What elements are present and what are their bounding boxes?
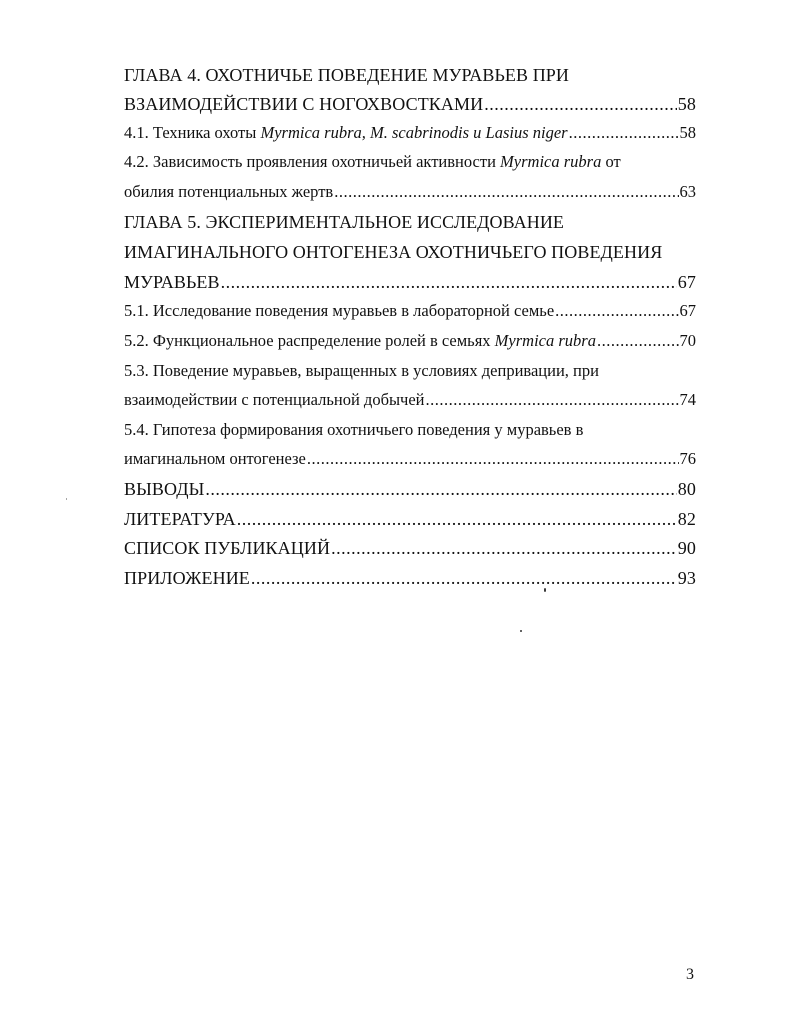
toc-section-4-2-species: Myrmica rubra (500, 152, 602, 171)
toc-section-4-1-page: 58 (679, 123, 696, 142)
scan-speck (66, 498, 67, 500)
toc-section-4-1-species: Myrmica rubra, M. scabrinodis и Lasius niger (260, 123, 568, 142)
toc-section-5-3-page: 74 (679, 390, 696, 409)
toc-chapter5-entry (124, 269, 696, 297)
toc-appendix-page: 93 (677, 568, 696, 588)
toc-section-5-2-prefix: 5.2. Функциональное распределение ролей в семьях (124, 331, 495, 350)
toc-section-4-2-entry (124, 179, 696, 207)
toc-leader-dots (334, 179, 678, 205)
toc-section-5-2 (124, 328, 696, 356)
toc-conclusions-text: ВЫВОДЫ (124, 479, 205, 499)
page-number: 3 (686, 966, 694, 983)
toc-leader-dots (221, 269, 677, 295)
toc-conclusions-page: 80 (677, 479, 696, 499)
toc-publications (124, 535, 696, 563)
toc-appendix (124, 565, 696, 593)
toc-chapter4-title-text2: ВЗАИМОДЕЙСТВИИ С НОГОХВОСТКАМИ (124, 94, 484, 114)
toc-section-5-3-text1: 5.3. Поведение муравьев, выращенных в условиях депривации, при (124, 361, 599, 380)
toc-section-4-2-prefix: 4.2. Зависимость проявления охотничьей активности (124, 152, 501, 171)
toc-leader-dots (331, 535, 677, 561)
toc-chapter5-title-line2 (124, 239, 696, 267)
toc-leader-dots (597, 328, 679, 354)
toc-appendix-text: ПРИЛОЖЕНИЕ (124, 568, 250, 588)
toc-chapter5-title-text2: ИМАГИНАЛЬНОГО ОНТОГЕНЕЗА ОХОТНИЧЬЕГО ПОВЕДЕНИЯ (124, 242, 663, 262)
toc-section-5-4-page: 76 (679, 449, 696, 468)
toc-leader-dots (484, 91, 677, 117)
toc-leader-dots (205, 476, 676, 502)
scan-speck (520, 630, 522, 632)
toc-section-4-2-page: 63 (679, 182, 696, 201)
toc-chapter5-title-text1: ГЛАВА 5. ЭКСПЕРИМЕНТАЛЬНОЕ ИССЛЕДОВАНИЕ (124, 212, 565, 232)
toc-chapter4-title-text1: ГЛАВА 4. ОХОТНИЧЬЕ ПОВЕДЕНИЕ МУРАВЬЕВ ПРИ (124, 65, 570, 85)
toc-section-5-3-line1 (124, 358, 696, 386)
toc-leader-dots (237, 506, 677, 532)
toc-section-5-1-text: 5.1. Исследование поведения муравьев в лабораторной семье (124, 301, 555, 320)
toc-publications-page: 90 (677, 538, 696, 558)
toc-section-4-2-line1 (124, 149, 696, 177)
toc-section-5-1 (124, 298, 696, 326)
toc-section-5-4-text1: 5.4. Гипотеза формирования охотничьего поведения у муравьев в (124, 420, 584, 439)
toc-chapter4-entry (124, 91, 696, 119)
toc-conclusions (124, 476, 696, 504)
toc-section-5-2-text (124, 328, 596, 354)
toc-leader-dots (426, 387, 679, 413)
toc-publications-text: СПИСОК ПУБЛИКАЦИЙ (124, 538, 331, 558)
toc-leader-dots (569, 120, 679, 146)
toc-leader-dots (555, 298, 678, 324)
toc-section-5-1-page: 67 (679, 301, 696, 320)
toc-section-4-2-suffix: от (601, 152, 621, 171)
toc-section-4-1 (124, 120, 696, 148)
toc-section-4-1-prefix: 4.1. Техника охоты (124, 123, 261, 142)
toc-chapter4-page: 58 (677, 94, 696, 114)
toc-section-5-3-entry (124, 387, 696, 415)
toc-chapter5-page: 67 (677, 272, 696, 292)
toc-section-5-2-species: Myrmica rubra (494, 331, 596, 350)
toc-chapter4-title-line1 (124, 62, 696, 90)
toc-leader-dots (307, 446, 679, 472)
toc-section-5-4-text2: имагинальном онтогенезе (124, 449, 306, 468)
toc-chapter5-title-line1 (124, 209, 696, 237)
toc-section-5-2-page: 70 (679, 331, 696, 350)
toc-literature-text: ЛИТЕРАТУРА (124, 509, 236, 529)
toc-section-4-2-text2: обилия потенциальных жертв (124, 182, 334, 201)
scan-speck (544, 588, 546, 592)
toc-literature (124, 506, 696, 534)
toc-section-5-4-line1 (124, 417, 696, 445)
toc-literature-page: 82 (677, 509, 696, 529)
toc-section-5-3-text2: взаимодействии с потенциальной добычей (124, 390, 425, 409)
toc-section-4-1-text (124, 120, 568, 146)
toc-leader-dots (251, 565, 677, 591)
toc-chapter5-title-text3: МУРАВЬЕВ (124, 272, 220, 292)
toc-section-5-4-entry (124, 446, 696, 474)
